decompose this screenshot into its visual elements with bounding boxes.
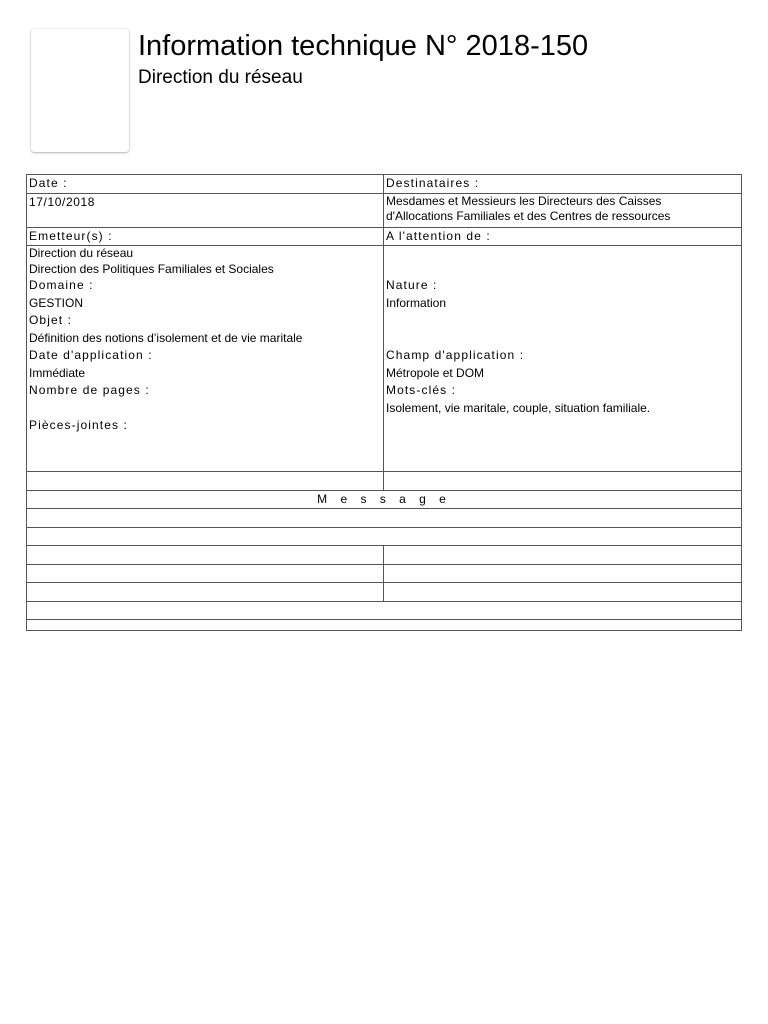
destinataires-line-2: d'Allocations Familiales et des Centres de ressources: [386, 209, 671, 223]
table-row: [26, 620, 742, 631]
empty-cell: [27, 528, 741, 546]
table-row: [26, 194, 742, 228]
empty-cell: [384, 472, 741, 490]
attention-value: [386, 246, 739, 277]
pieces-jointes-label: Pièces-jointes :: [29, 418, 128, 432]
nombre-pages-value: [29, 400, 381, 418]
empty-cell: [384, 546, 741, 564]
table-row: [26, 528, 742, 547]
destinataires-label: Destinataires :: [386, 176, 480, 190]
date-label: Date :: [27, 175, 384, 193]
mots-cles-label: Mots-clés :: [386, 383, 457, 397]
table-row: [26, 246, 742, 472]
logo-placeholder: [31, 29, 129, 152]
empty-cell: [27, 583, 384, 601]
table-row: [26, 491, 742, 510]
champ-application-label: Champ d'application :: [386, 348, 525, 362]
details-left-block: [27, 246, 384, 471]
champ-application-value: Métropole et DOM: [386, 365, 485, 380]
empty-cell: [27, 565, 384, 583]
details-right-block: [384, 246, 741, 471]
document-title: Information technique N° 2018-150: [138, 30, 589, 62]
emetteur-line-2: Direction des Politiques Familiales et Sociales: [29, 261, 274, 276]
domaine-value: GESTION: [29, 295, 84, 310]
table-row: [26, 174, 742, 194]
empty-cell: [384, 565, 741, 583]
destinataires-line-1: Mesdames et Messieurs les Directeurs des Caisses: [386, 193, 662, 208]
message-heading: M e s s a g e: [317, 491, 451, 506]
attention-label: A l'attention de :: [386, 228, 491, 243]
nature-value: Information: [386, 295, 447, 310]
emetteur-line-1: Direction du réseau: [29, 246, 134, 260]
empty-cell: [27, 509, 741, 527]
document-subtitle: Direction du réseau: [138, 67, 303, 88]
table-row: [26, 472, 742, 491]
emetteurs-label: Emetteur(s) :: [27, 228, 384, 246]
table-row: [26, 565, 742, 584]
empty-cell: [384, 583, 741, 601]
objet-label: Objet :: [29, 313, 73, 327]
empty-cell: [27, 602, 741, 620]
table-row: [26, 583, 742, 602]
objet-value: Définition des notions d’isolement et de vie maritale: [29, 330, 303, 345]
table-row: [26, 228, 742, 247]
table-row: [26, 546, 742, 565]
nature-label: Nature :: [386, 278, 438, 292]
domaine-label: Domaine :: [29, 278, 94, 292]
date-value: 17/10/2018: [29, 194, 96, 209]
empty-cell: [27, 546, 384, 564]
table-row: [26, 509, 742, 528]
destinataires-value-cell: [384, 194, 741, 227]
nombre-pages-label: Nombre de pages :: [29, 383, 150, 397]
info-table: [26, 174, 742, 631]
spacer: [386, 312, 739, 330]
date-application-label: Date d'application :: [29, 348, 153, 362]
mots-cles-value: Isolement, vie maritale, couple, situation familiale.: [386, 400, 651, 415]
empty-cell: [27, 620, 741, 630]
table-row: [26, 602, 742, 621]
date-value-cell: [27, 194, 384, 227]
date-application-value: Immédiate: [29, 365, 86, 380]
empty-cell: [27, 472, 384, 490]
spacer: [386, 330, 739, 348]
